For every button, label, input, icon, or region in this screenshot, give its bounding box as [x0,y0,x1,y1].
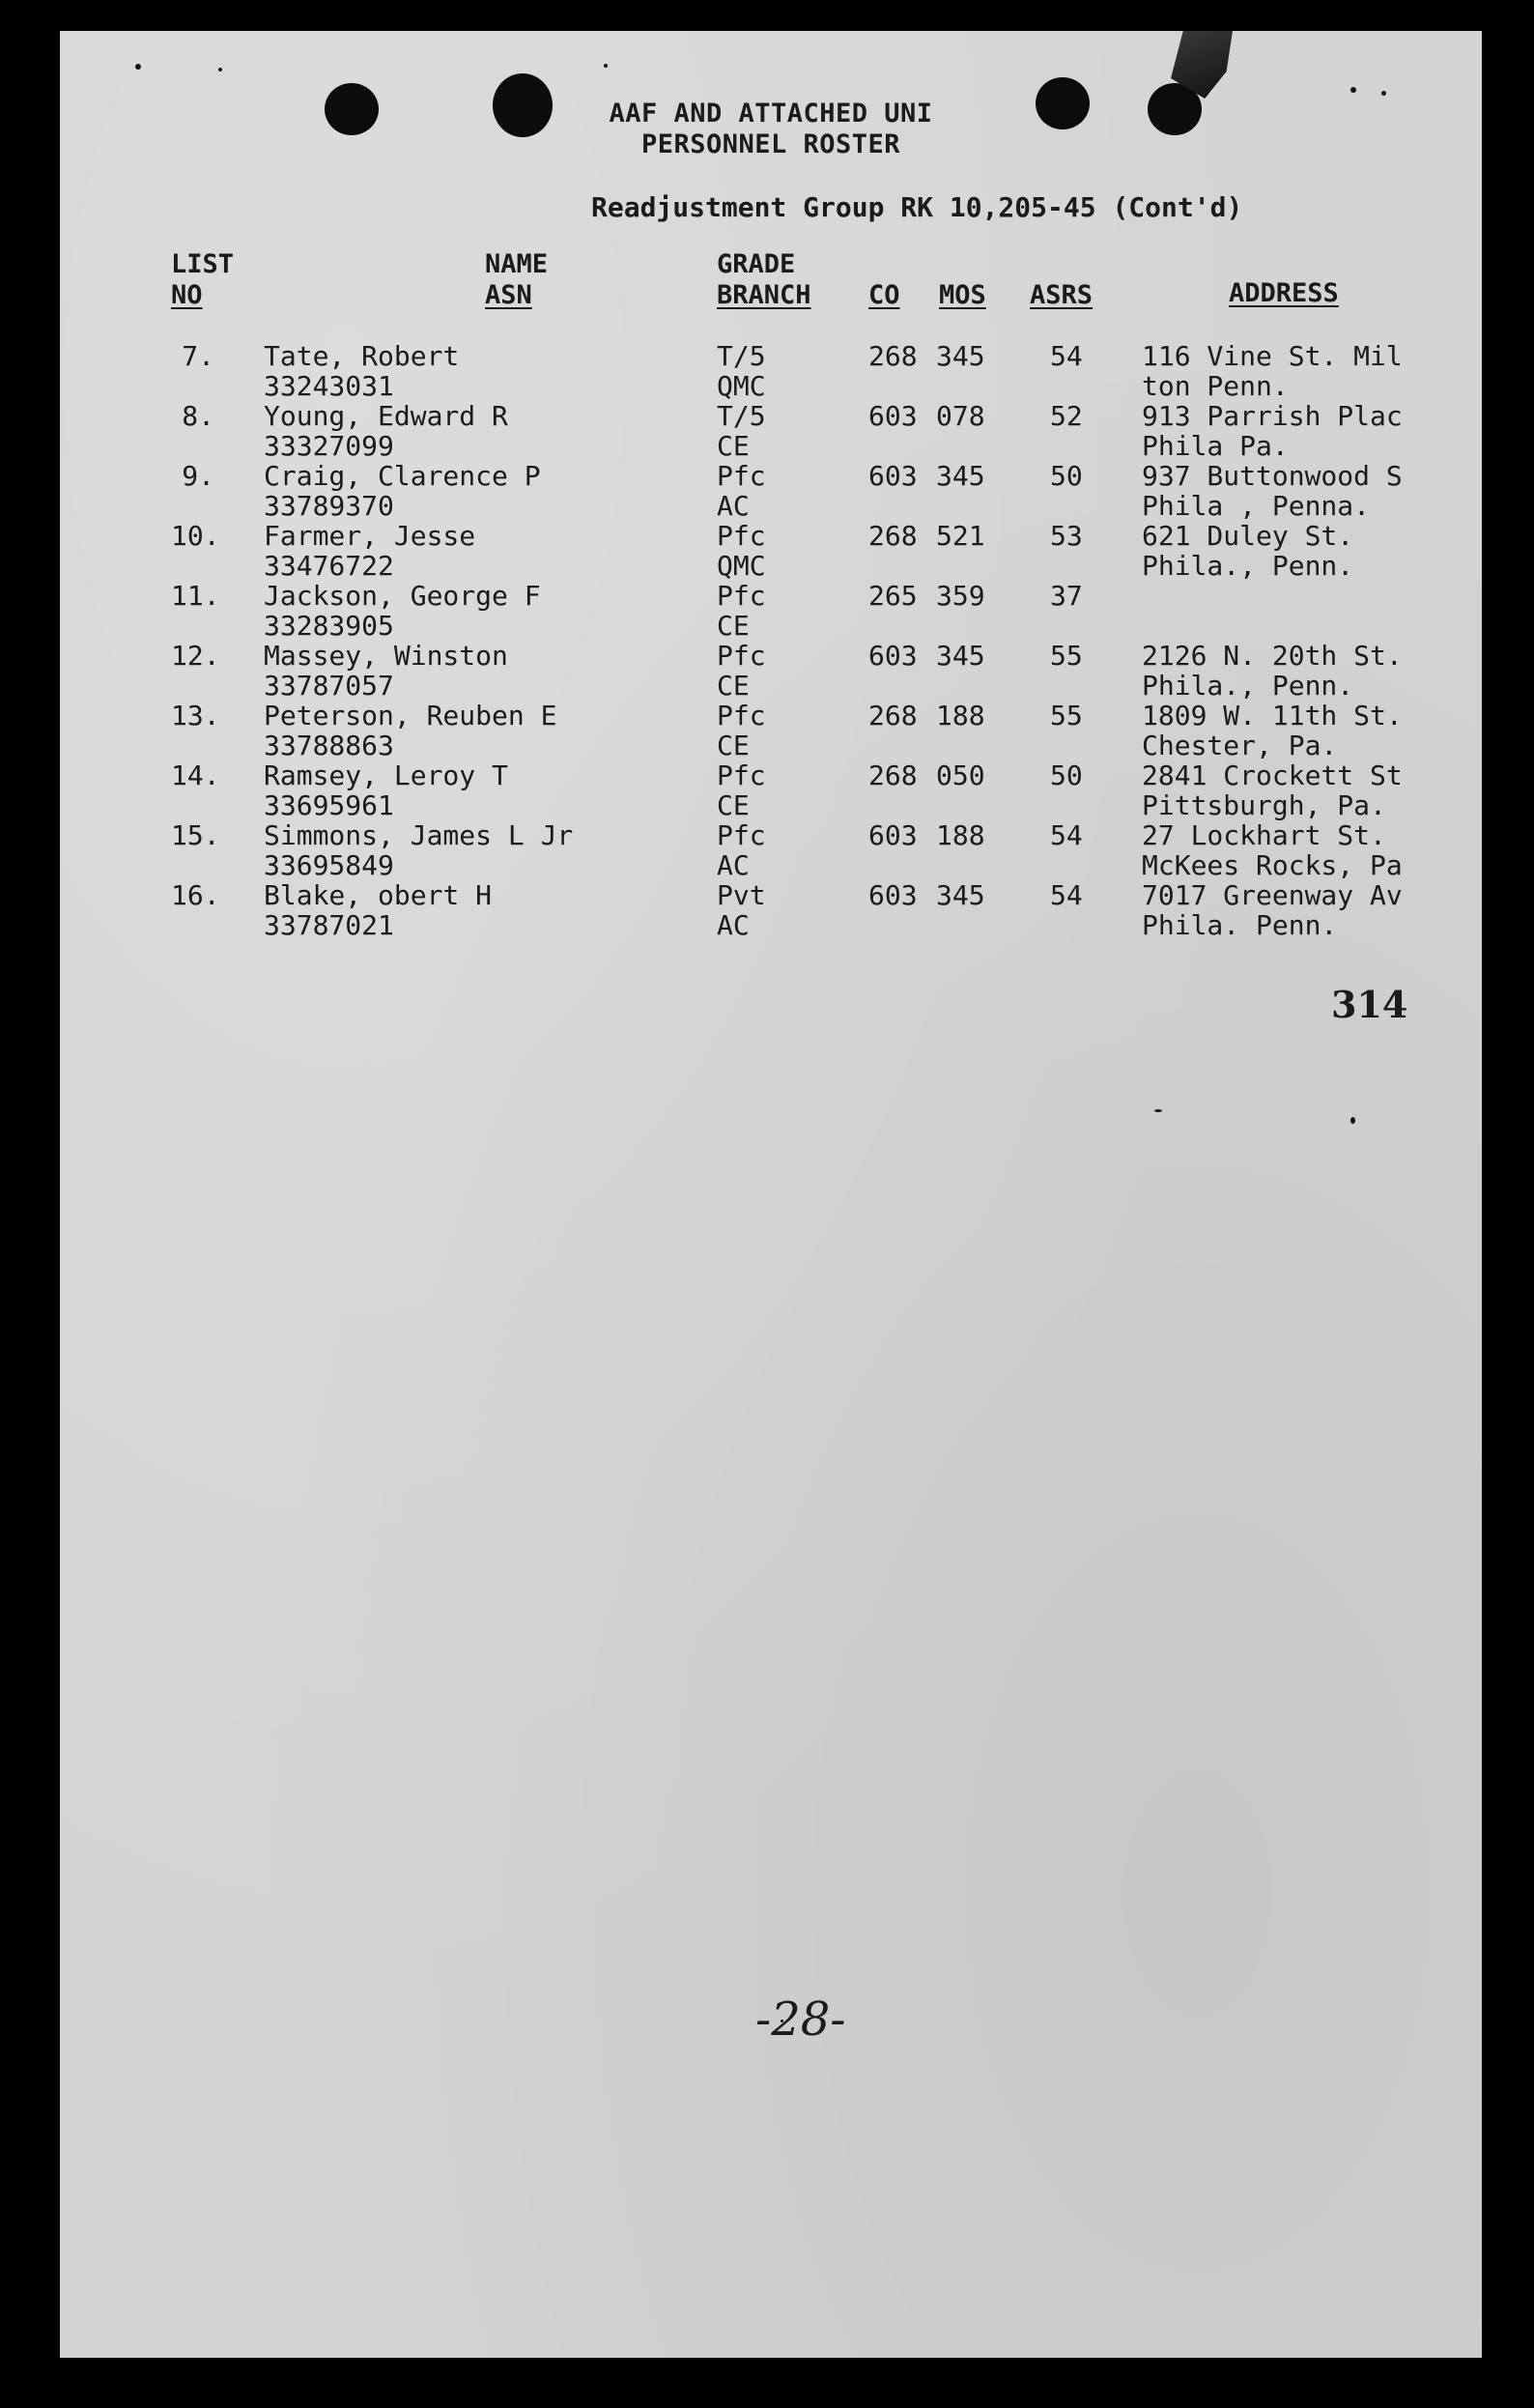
address-line2: Chester, Pa. [1142,730,1338,760]
address-line2: Phila., Penn. [1142,550,1354,581]
branch: CE [717,730,750,761]
company: 268 [868,340,918,372]
column-address [1229,278,1339,309]
branch: CE [717,789,750,821]
list-number: 7. [182,340,214,372]
speck [218,68,222,72]
branch: AC [717,909,750,941]
company: 603 [868,819,918,851]
asrs-score: 37 [1050,580,1083,612]
mos: 359 [936,580,985,612]
grade: Pvt [717,879,766,911]
soldier-name: Blake, obert H [264,879,493,911]
speck [1381,91,1386,96]
stamped-page-number: 314 [1331,983,1408,1026]
address-line1: 913 Parrish Plac [1142,401,1403,432]
mos: 188 [936,700,985,731]
address-line2: ton Penn. [1142,370,1289,401]
column-mos-label: MOS [939,280,986,310]
address-line1: 2841 Crockett St [1142,760,1403,791]
name-asn-cell [264,701,556,760]
grade: T/5 [717,340,766,372]
asrs-score: 54 [1050,819,1083,851]
roster-row [60,341,1482,401]
address-cell [1142,880,1482,940]
grade-branch-cell [717,341,766,401]
column-co [868,280,900,311]
soldier-name: Ramsey, Leroy T [264,760,508,791]
name-asn-cell [264,461,541,521]
company: 603 [868,460,918,492]
company: 265 [868,580,918,612]
roster-row [60,820,1482,880]
name-asn-cell [264,341,459,401]
address-cell [1142,820,1482,880]
column-mos [939,280,986,311]
list-number: 16. [171,879,220,911]
speck [135,64,141,70]
mos: 345 [936,460,985,492]
soldier-name: Simmons, James L Jr [264,819,574,851]
name-asn-cell [264,401,508,461]
asn-number: 33283905 [264,610,394,642]
asn-number: 33788863 [264,730,394,761]
address-cell [1142,760,1482,820]
grade: Pfc [717,520,766,552]
roster-row [60,760,1482,820]
address-line1: 1809 W. 11th St. [1142,701,1403,731]
address-line1: 2126 N. 20th St. [1142,641,1403,672]
column-grade-bottom: BRANCH [717,280,811,310]
soldier-name: Massey, Winston [264,640,508,672]
branch: QMC [717,550,766,582]
address-cell [1142,641,1482,701]
address-cell [1142,401,1482,461]
grade-branch-cell [717,641,766,701]
name-asn-cell [264,820,573,880]
mos: 521 [936,520,985,552]
roster-row [60,401,1482,461]
list-number: 8. [182,400,214,432]
address-line2: Pittsburgh, Pa. [1142,789,1386,820]
roster-row [60,701,1482,760]
grade: Pfc [717,640,766,672]
address-cell [1142,461,1482,521]
company: 268 [868,700,918,731]
grade: Pfc [717,700,766,731]
soldier-name: Jackson, George F [264,580,541,612]
address-line2: Phila , Penna. [1142,490,1371,521]
grade-branch-cell [717,581,766,641]
mos: 345 [936,879,985,911]
list-number: 15. [171,819,220,851]
branch: AC [717,849,750,881]
grade-branch-cell [717,820,766,880]
asrs-score: 52 [1050,400,1083,432]
company: 603 [868,879,918,911]
address-line2: Phila., Penn. [1142,670,1354,701]
roster-row [60,521,1482,581]
mos: 078 [936,400,985,432]
asn-number: 33695961 [264,789,394,821]
column-asrs-label: ASRS [1030,280,1094,310]
asrs-score: 50 [1050,760,1083,791]
asn-number: 33695849 [264,849,394,881]
grade: Pfc [717,460,766,492]
mos: 345 [936,640,985,672]
soldier-name: Craig, Clarence P [264,460,541,492]
column-list-no [171,249,234,311]
grade: T/5 [717,400,766,432]
branch: AC [717,490,750,522]
mos: 345 [936,340,985,372]
address-line1: 7017 Greenway Av [1142,880,1403,911]
mos: 050 [936,760,985,791]
mos: 188 [936,819,985,851]
column-list-top: LIST [171,249,235,279]
roster-row [60,641,1482,701]
asrs-score: 53 [1050,520,1083,552]
roster-page [60,31,1482,2358]
asn-number: 33789370 [264,490,394,522]
speck [1350,87,1356,93]
branch: CE [717,430,750,462]
list-number: 14. [171,760,220,791]
name-asn-cell [264,581,541,641]
grade-branch-cell [717,760,766,820]
asn-number: 33787021 [264,909,394,941]
roster-row [60,581,1482,641]
speck [1350,1117,1355,1124]
company: 268 [868,520,918,552]
branch: QMC [717,370,766,402]
soldier-name: Young, Edward R [264,400,508,432]
address-line2: Phila. Penn. [1142,909,1338,940]
roster-row [60,880,1482,940]
company: 603 [868,400,918,432]
grade-branch-cell [717,401,766,461]
handwritten-page-number: -28- [755,1992,846,2047]
address-cell [1142,521,1482,581]
grade-branch-cell [717,880,766,940]
name-asn-cell [264,641,508,701]
branch: CE [717,610,750,642]
roster-subtitle: Readjustment Group RK 10,205-45 (Cont'd) [591,191,1243,223]
column-co-label: CO [868,280,900,310]
asn-number: 33476722 [264,550,394,582]
address-cell [1142,701,1482,760]
address-line1: 621 Duley St. [1142,521,1354,552]
company: 603 [868,640,918,672]
address-line1: 937 Buttonwood S [1142,461,1403,492]
branch: CE [717,670,750,702]
list-number: 13. [171,700,220,731]
asrs-score: 54 [1050,340,1083,372]
address-line2: McKees Rocks, Pa [1142,849,1403,880]
grade-branch-cell [717,461,766,521]
asn-number: 33327099 [264,430,394,462]
soldier-name: Tate, Robert [264,340,460,372]
name-asn-cell [264,760,508,820]
speck [604,64,608,68]
grade: Pfc [717,760,766,791]
address-line1: 116 Vine St. Mil [1142,341,1403,372]
list-number: 12. [171,640,220,672]
header-title-line2: PERSONNEL ROSTER [640,129,901,159]
speck [1154,1109,1162,1112]
name-asn-cell [264,880,492,940]
column-grade-branch [717,249,811,311]
column-name-bottom: ASN [485,280,532,310]
column-name-asn [485,249,548,311]
list-number: 10. [171,520,220,552]
asrs-score: 54 [1050,879,1083,911]
asrs-score: 50 [1050,460,1083,492]
asrs-score: 55 [1050,700,1083,731]
column-grade-top: GRADE [717,249,796,279]
column-address-label: ADDRESS [1229,278,1339,308]
soldier-name: Farmer, Jesse [264,520,476,552]
list-number: 9. [182,460,214,492]
address-line1: 27 Lockhart St. [1142,820,1386,851]
asn-number: 33787057 [264,670,394,702]
header-title-line1: AAF AND ATTACHED UNI [609,99,933,129]
grade-branch-cell [717,701,766,760]
company: 268 [868,760,918,791]
name-asn-cell [264,521,475,581]
roster-row [60,461,1482,521]
grade: Pfc [717,580,766,612]
asn-number: 33243031 [264,370,394,402]
column-asrs [1030,280,1093,311]
asrs-score: 55 [1050,640,1083,672]
column-name-top: NAME [485,249,549,279]
grade-branch-cell [717,521,766,581]
soldier-name: Peterson, Reuben E [264,700,557,731]
column-list-bottom: NO [171,280,203,310]
grade: Pfc [717,819,766,851]
list-number: 11. [171,580,220,612]
address-line2: Phila Pa. [1142,430,1289,461]
address-cell [1142,341,1482,401]
